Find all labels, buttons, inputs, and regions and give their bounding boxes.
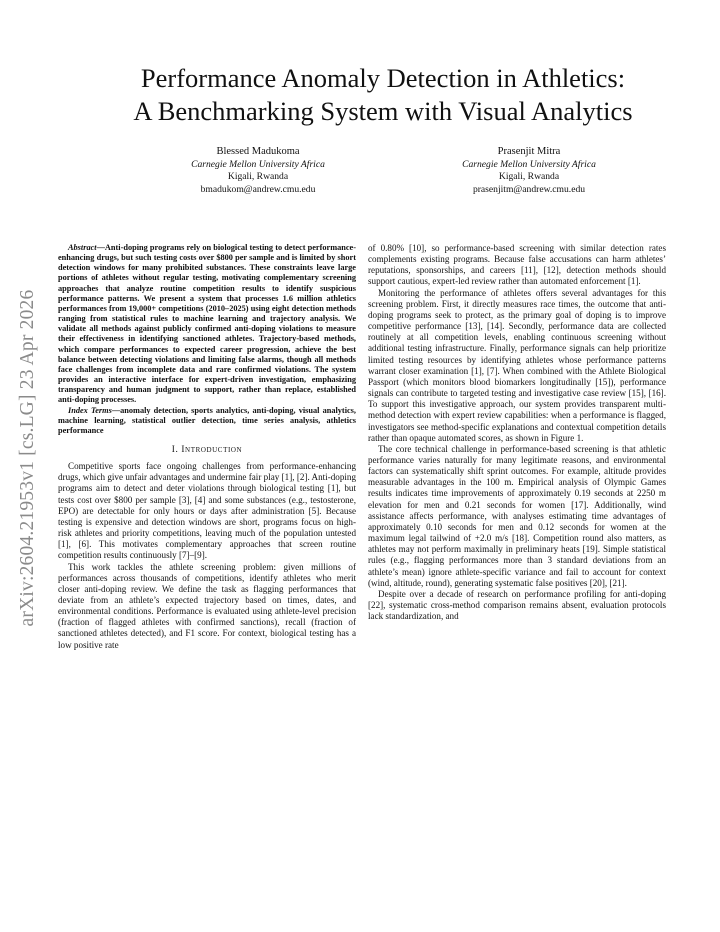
title-line-1: Performance Anomaly Detection in Athletics: [140, 63, 626, 93]
author-location: Kigali, Rwanda [227, 171, 289, 183]
abstract-label: Abstract [68, 243, 97, 252]
abstract [58, 243, 356, 436]
abstract-text: —Anti-doping programs rely on biological testing to detect performance-enhancing drugs, but such testing costs over $800 per sample and is limited by short detection windows for many prohibited substances. These constraints leave large portions of athletes without regular testing, motivating complementary screening approaches that analyze routine competition results to identify suspicious performance patterns. We present a system that processes 1.6 million athletics performances from 19,000+ competitions (2010–2025) using eight detection methods ranging from statistical rules to machine learning and trajectory analysis. We validate all methods against publicly confirmed anti-doping violations to measure their effectiveness in identifying sanctioned athletes. Trajectory-based methods, which compare performances to expected career progression, achieve the best balance between detecting violations and limiting false alarms, though all methods face challenges from incomplete data and rare confirmed violations. The system provides an interactive interface for expert-driven investigation, emphasizing transparency and human judgment to support, rather than replace, established anti-doping processes. [58, 243, 356, 405]
body-paragraph: Monitoring the performance of athletes offers several advantages for this screening problem. First, it directly measures race times, the outcome that anti-doping programs seek to protect, as the primary goal of doping is to improve competitive performance [13], [14]. Secondly, performance data are collected routinely at all competition levels, enabling continuous screening without additional testing infrastructure. Finally, performance signals can help prioritize limited testing resources by identifying athletes whose performance patterns warrant closer examination [1], [7]. When combined with the Athlete Biological Passport (which monitors blood biomarkers longitudinally [15]), performance signals can contribute to targeted testing and investigative case review [15], [16]. To support this investigative approach, our system provides transparent multi-method detection with expert review capabilities: when a performance is flagged, investigators see method-specific explanations and contextual competition details rather than opaque automated scores, as shown in Figure 1. [368, 287, 666, 443]
author-affiliation: Carnegie Mellon University Africa [191, 158, 325, 170]
body-paragraph: of 0.80% [10], so performance-based screening with similar detection rates complements existing programs. Because false accusations can harm athletes’ reputations, sponsorships, and careers [11], [12], detection methods should support cautious, expert-led review rather than automated enforcement [1]. [368, 243, 666, 287]
body-paragraph: This work tackles the athlete screening problem: given millions of performances across thousands of competitions, identify athletes who merit closer anti-doping review. We define the task as flagging performances that deviate from an athlete’s expected trajectory based on times, dates, and environmental conditions. Performance is evaluated using athlete-level precision (fraction of flagged athletes with confirmed sanctions), recall (fraction of sanctioned athletes detected), and F1 score. For context, biological testing has a low positive rate [58, 561, 356, 650]
author-name: Prasenjit Mitra [497, 146, 561, 157]
index-terms-text: —anomaly detection, sports analytics, anti-doping, visual analytics, machine learning, statistical outlier detection, time series analysis, athletics performance [58, 405, 356, 435]
author-1 [138, 146, 378, 196]
title-line-2: A Benchmarking System with Visual Analytics [133, 96, 633, 126]
body-paragraph: The core technical challenge in performance-based screening is that athletic performance varies naturally for many legitimate reasons, and environmental factors can systematically shift sprint outcomes. For example, altitude provides measurable advantages in the 100 m. Empirical analysis of Olympic Games results indicates time improvements of approximately 0.19 seconds at 2250 m elevation for men and 0.21 seconds for women [17]. Additionally, wind assistance affects performance, with analyses estimating time advantages of approximately 0.10 seconds for men and 0.12 seconds for women at the maximum legal tailwind of +2.0 m/s [18]. Competition round also matters, as athletes may not perform maximally in preliminary heats [19]. Simple statistical rules (e.g., flagging performances more than 3 standard deviations from an athlete’s mean) ignore athlete-specific variance and fail to account for context (wind, altitude, round), generating systematic false positives [20], [21]. [368, 443, 666, 588]
right-column [368, 243, 666, 622]
author-2 [409, 146, 649, 196]
section-heading-introduction: I. Introduction [171, 444, 243, 455]
author-email[interactable]: bmadukom@andrew.cmu.edu [200, 183, 316, 195]
author-name: Blessed Madukoma [216, 146, 300, 157]
body-paragraph: Despite over a decade of research on performance profiling for anti-doping [22], systematic cross-method comparison remains absent, evaluation protocols lack standardization, and [368, 588, 666, 622]
index-terms-label: Index Terms [68, 405, 112, 415]
paper-title [58, 62, 708, 128]
author-affiliation: Carnegie Mellon University Africa [462, 158, 596, 170]
arxiv-sidebar-stamp [8, 248, 48, 668]
author-email[interactable]: prasenjitm@andrew.cmu.edu [472, 183, 586, 195]
body-paragraph: Competitive sports face ongoing challenges from performance-enhancing drugs, which give unfair advantages and undermine fair play [1], [2]. Anti-doping programs aim to detect and deter violations through biological testing [1], but tests cost over $800 per sample [3], [4] and some substances (e.g., testosterone, EPO) are detectable for only hours or days after administration [5]. Because testing is expensive and detection windows are short, programs focus on high-risk athletes and priority competitions, leaving much of the population untested [1], [6]. This motivates complementary approaches that screen routine competition results continuously [7]–[9]. [58, 461, 356, 561]
arxiv-identifier[interactable]: arXiv:2604.21953v1 [cs.LG] 23 Apr 2026 [17, 289, 38, 627]
left-column [58, 243, 356, 651]
author-location: Kigali, Rwanda [498, 171, 560, 183]
